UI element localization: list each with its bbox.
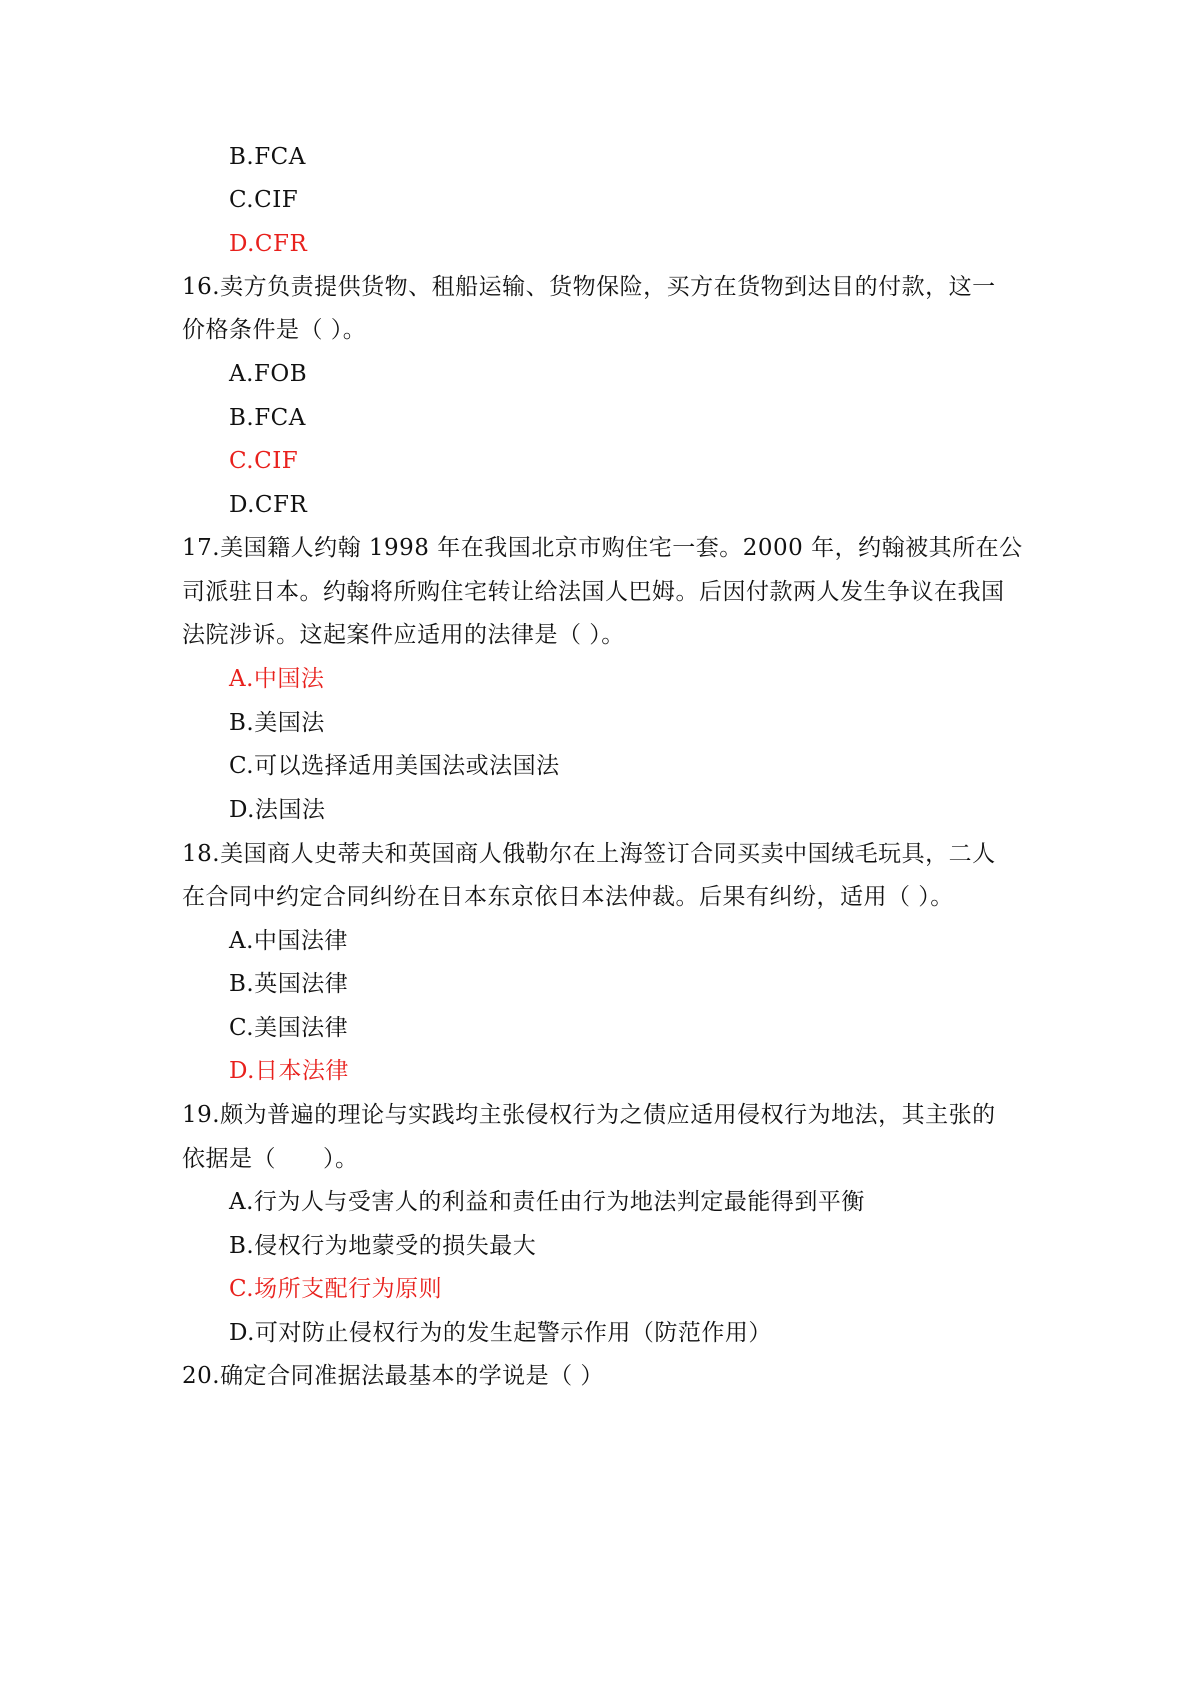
q16-stem-line-2: 价格条件是（ ）。 [182, 317, 367, 343]
q16-option-c-answer: C.CIF [229, 448, 299, 474]
q16-option-b: B.FCA [229, 405, 306, 431]
q19-option-b: B.侵权行为地蒙受的损失最大 [229, 1233, 537, 1259]
q18-option-a: A.中国法律 [229, 928, 348, 954]
q18-option-b: B.英国法律 [229, 971, 349, 997]
q15-option-d-answer: D.CFR [229, 231, 308, 257]
q20-stem-line-1: 20.确定合同准据法最基本的学说是（ ） [182, 1363, 604, 1389]
q16-option-a: A.FOB [229, 361, 308, 387]
q18-option-d-answer: D.日本法律 [229, 1058, 349, 1084]
q18-stem-line-2: 在合同中约定合同纠纷在日本东京依日本法仲裁。后果有纠纷，适用（ ）。 [182, 884, 954, 910]
q15-option-c: C.CIF [229, 187, 299, 213]
q19-option-c-answer: C.场所支配行为原则 [229, 1276, 443, 1302]
q17-option-a-answer: A.中国法 [229, 666, 325, 692]
q17-option-d: D.法国法 [229, 797, 326, 823]
q19-option-d: D.可对防止侵权行为的发生起警示作用（防范作用） [229, 1320, 772, 1346]
q16-option-d: D.CFR [229, 492, 308, 518]
q17-stem-line-3: 法院涉诉。这起案件应适用的法律是（ ）。 [182, 622, 625, 648]
q18-stem-line-1: 18.美国商人史蒂夫和英国商人俄勒尔在上海签订合同买卖中国绒毛玩具，二人 [182, 841, 996, 867]
q17-stem-line-1: 17.美国籍人约翰 1998 年在我国北京市购住宅一套。2000 年，约翰被其所在公 [182, 535, 1023, 561]
q16-stem-line-1: 16.卖方负责提供货物、租船运输、货物保险，买方在货物到达目的付款，这一 [182, 274, 996, 300]
q19-stem-line-2: 依据是（ ）。 [182, 1146, 359, 1172]
q19-option-a: A.行为人与受害人的利益和责任由行为地法判定最能得到平衡 [229, 1189, 865, 1215]
q15-option-b: B.FCA [229, 144, 306, 170]
q18-option-c: C.美国法律 [229, 1015, 349, 1041]
q19-stem-line-1: 19.颇为普遍的理论与实践均主张侵权行为之债应适用侵权行为地法，其主张的 [182, 1102, 996, 1128]
q17-option-c: C.可以选择适用美国法或法国法 [229, 753, 560, 779]
q17-option-b: B.美国法 [229, 710, 325, 736]
q17-stem-line-2: 司派驻日本。约翰将所购住宅转让给法国人巴姆。后因付款两人发生争议在我国 [182, 579, 1005, 605]
